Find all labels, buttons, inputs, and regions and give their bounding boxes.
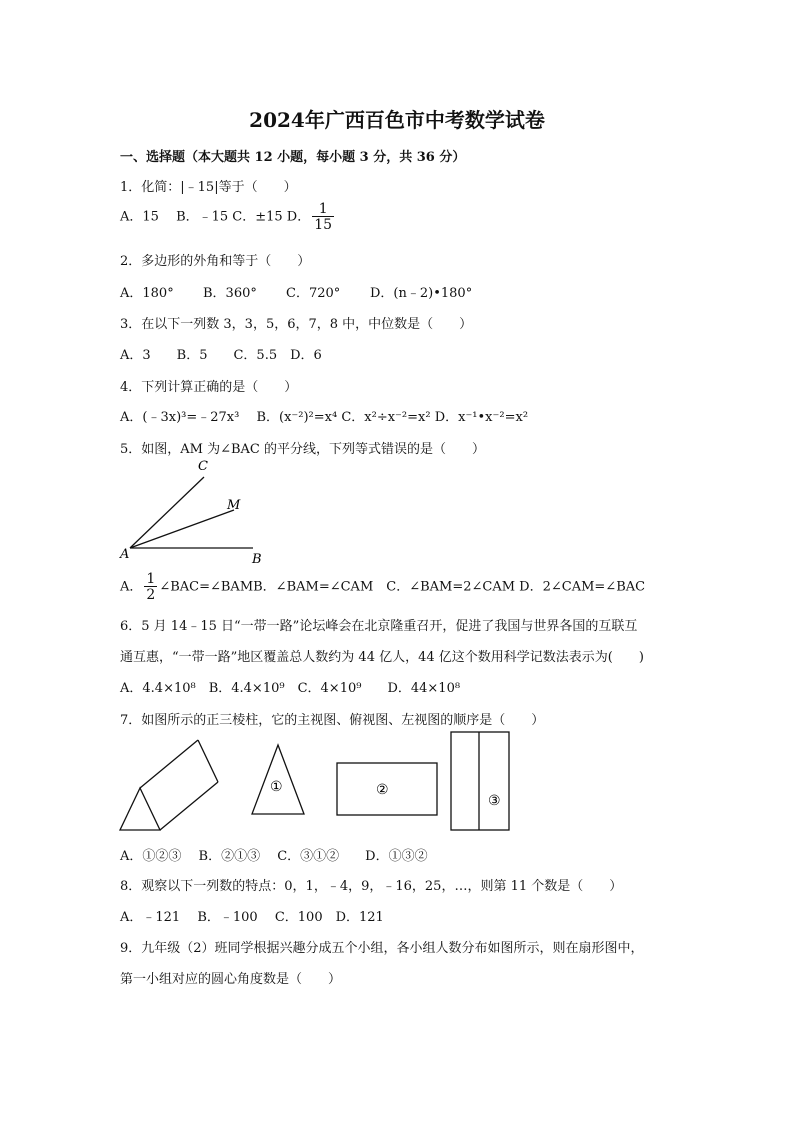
q4-stem: 4．下列计算正确的是（ ）: [120, 380, 298, 395]
q1-option-d-fraction: [312, 202, 334, 232]
q9-line-2: 第一小组对应的圆心角度数是（ ）: [120, 972, 342, 987]
q6-options: A．4.4×10⁸ B．4.4×10⁹ C．4×10⁹ D．44×10⁸: [120, 681, 461, 696]
q8-stem: 8．观察以下一列数的特点：0，1，﹣4，9，﹣16，25，…，则第 11 个数是（ ）: [120, 879, 623, 894]
prism-back-edge: [198, 740, 218, 782]
q1-stem: 1．化简：|﹣15|等于（ ）: [120, 180, 297, 195]
q2-option-b: B．360°: [203, 286, 257, 301]
q2-option-c: C．720°: [286, 286, 341, 301]
ray-am: [130, 510, 234, 548]
view-3-label: ③: [488, 793, 501, 809]
label-a: A: [120, 547, 130, 562]
q6-line-1: 6．5 月 14﹣15 日“一带一路”论坛峰会在北京隆重召开，促进了我国与世界各国的互联互: [120, 619, 638, 634]
q5-stem: 5．如图，AM 为∠BAC 的平分线，下列等式错误的是（ ）: [120, 442, 486, 457]
q1-options: [120, 202, 336, 232]
prism-front-face: [120, 788, 160, 830]
view-3-rectangle: [451, 732, 509, 830]
q7-stem: 7．如图所示的正三棱柱，它的主视图、俯视图、左视图的顺序是（ ）: [120, 713, 545, 728]
view-2-label: ②: [376, 782, 389, 798]
triangular-prism: [120, 740, 218, 830]
prism-right-edge: [160, 782, 218, 830]
paper-title: 2024年广西百色市中考数学试卷: [249, 108, 545, 132]
q3-options: A．3 B．5 C．5.5 D．6: [120, 348, 322, 363]
q4-options: A．(﹣3x)³=﹣27x³ B．(x⁻²)²=x⁴ C．x²÷x⁻²=x² D．x⁻¹•x⁻²=x²: [120, 410, 529, 425]
prism-top-edge: [140, 740, 198, 788]
q5-frac-denominator: 2: [146, 587, 156, 603]
q5-options: [120, 572, 645, 602]
q2-option-a: A．180°: [120, 286, 174, 301]
q1-frac-numerator: 1: [318, 201, 328, 217]
q2-option-d: D．(n﹣2)•180°: [370, 286, 473, 301]
q3-stem: 3．在以下一列数 3，3，5，6，7，8 中，中位数是（ ）: [120, 317, 473, 332]
q6-line-2: 通互惠，“一带一路”地区覆盖总人数约为 44 亿人，44 亿这个数用科学记数法表示为( ): [120, 650, 644, 665]
q8-options: A．﹣121 B．﹣100 C．100 D．121: [120, 910, 384, 925]
q2-stem: 2．多边形的外角和等于（ ）: [120, 254, 311, 269]
q5-option-a-fraction: [144, 572, 157, 602]
q1-options-text: A．15 B．﹣15 C．±15 D．: [120, 209, 311, 225]
q5-frac-numerator: 1: [146, 571, 156, 587]
section-heading: 一、选择题（本大题共 12 小题，每小题 3 分，共 36 分）: [120, 150, 466, 165]
ray-ac: [130, 477, 204, 548]
label-c: C: [198, 459, 208, 474]
q7-options: A．①②③ B．②①③ C．③①② D．①③②: [120, 849, 428, 864]
prism-views-figure: [112, 728, 522, 836]
q5-option-a-prefix: A．: [120, 579, 143, 595]
q5-options-text: ∠BAC=∠BAMB．∠BAM=∠CAM C．∠BAM=2∠CAM D．2∠CAM=∠BAC: [159, 579, 646, 595]
label-m: M: [227, 498, 241, 513]
label-b: B: [252, 552, 262, 567]
q9-line-1: 9．九年级（2）班同学根据兴趣分成五个小组，各小组人数分布如图所示，则在扇形图中，: [120, 941, 644, 956]
angle-bisector-figure: [112, 455, 282, 570]
view-1-label: ①: [270, 779, 283, 795]
q1-frac-denominator: 15: [314, 217, 333, 233]
